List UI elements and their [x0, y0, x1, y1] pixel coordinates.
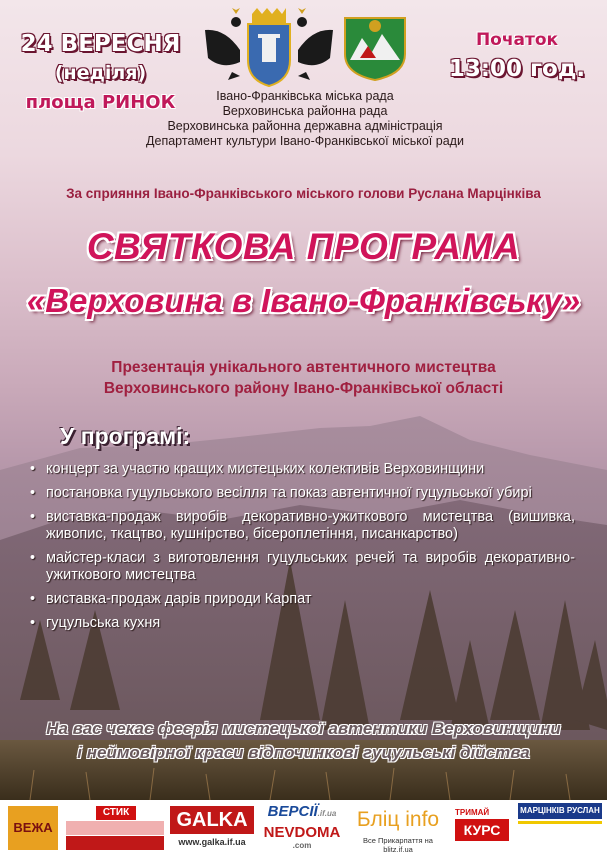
program-item-text: майстер-класи з виготовлення гуцульських речей та виробів декоративно-ужиткового мистецтва [46, 550, 575, 583]
slogan-line: На вас чекає феєрія мистецької автентики Верховинщини [46, 719, 561, 738]
styk-logo-stripe [66, 821, 164, 835]
bullet-icon: • [30, 550, 36, 566]
program-item-text: гуцульська кухня [46, 615, 161, 631]
martsinkiv-logo: МАРЦІНКІВ РУСЛАН [518, 803, 602, 819]
bullet-icon: • [30, 615, 36, 631]
blitz-logo-text: Бліц info [356, 808, 440, 831]
galka-logo-text: GALKA [170, 806, 254, 834]
nevdoma-logo-text: NEVDOMA [263, 824, 341, 841]
verkhovyna-district-emblem-icon [345, 18, 405, 80]
event-weekday: (неділя) [54, 62, 147, 84]
event-place: площа РИНОК [25, 92, 176, 113]
program-item-text: виставка-продаж виробів декоративно-ужиткового мистецтва (вишивка, живопис, ткацтво, кушнірство, бісероплетіння, писанкарство) [46, 509, 575, 542]
program-item-text: постановка гуцульського весілля та показ автентичної гуцульської убирі [46, 485, 532, 501]
event-date: 24 ВЕРЕСНЯ [20, 31, 181, 57]
versii-nevdoma-logo [262, 803, 342, 853]
kurs-logo-top: ТРИМАЙ [455, 808, 490, 817]
kurs-logo-text: КУРС [455, 819, 509, 841]
kurs-logo [455, 808, 509, 850]
program-heading: У програмі: [60, 423, 191, 449]
program-item [30, 509, 575, 543]
organizer: Верховинська районна державна адміністрація [167, 119, 443, 133]
vezha-logo: ВЕЖА [8, 806, 58, 850]
styk-logo [66, 806, 164, 850]
slogan [20, 717, 587, 765]
presentation-text [40, 357, 567, 399]
presentation-line: Верховинського району Івано-Франківської області [103, 380, 504, 397]
blitz-info-logo [348, 808, 448, 852]
styk-logo-stripe [66, 836, 164, 850]
styk-logo-text: СТИК [96, 806, 136, 820]
poster-title: СВЯТКОВА ПРОГРАМА [86, 226, 521, 267]
organizers-list [110, 89, 500, 149]
martsinkiv-logo-stripe [518, 821, 602, 824]
start-label: Початок [475, 30, 559, 50]
program-item-text: виставка-продаж дарів природи Карпат [46, 591, 312, 607]
program-item [30, 461, 575, 478]
program-item [30, 591, 575, 608]
organizer: Верховинська районна рада [222, 104, 388, 118]
sponsor-line: За сприяння Івано-Франківського міського голови Руслана Марцінківа [66, 186, 541, 201]
bullet-icon: • [30, 509, 36, 525]
program-item-text: концерт за участю кращих мистецьких колективів Верховинщини [46, 461, 485, 477]
presentation-line: Презентація унікального автентичного мистецтва [111, 359, 496, 376]
bullet-icon: • [30, 461, 36, 477]
versii-logo-text: ВЕРСІЇ.if.ua [267, 803, 337, 820]
poster-subtitle: «Верховина в Івано-Франківську» [26, 282, 581, 319]
slogan-line: і неймовірної краси відпочинкові гуцульські дійства [77, 743, 530, 762]
program-item [30, 615, 575, 632]
galka-url: www.galka.if.ua [178, 837, 246, 847]
blitz-tagline: Все Прикарпаття на blitz.if.ua [363, 836, 433, 854]
organizer: Івано-Франківська міська рада [216, 89, 394, 103]
start-time-block [432, 30, 602, 82]
program-item [30, 485, 575, 502]
start-time: 13:00 год. [448, 56, 586, 82]
nevdoma-domain: .com [292, 841, 312, 850]
program-list [30, 461, 575, 639]
organizer: Департамент культури Івано-Франківської міської ради [146, 134, 464, 148]
bullet-icon: • [30, 485, 36, 501]
program-item [30, 550, 575, 584]
bullet-icon: • [30, 591, 36, 607]
galka-logo [170, 806, 254, 850]
city-shield-icon [248, 8, 290, 86]
